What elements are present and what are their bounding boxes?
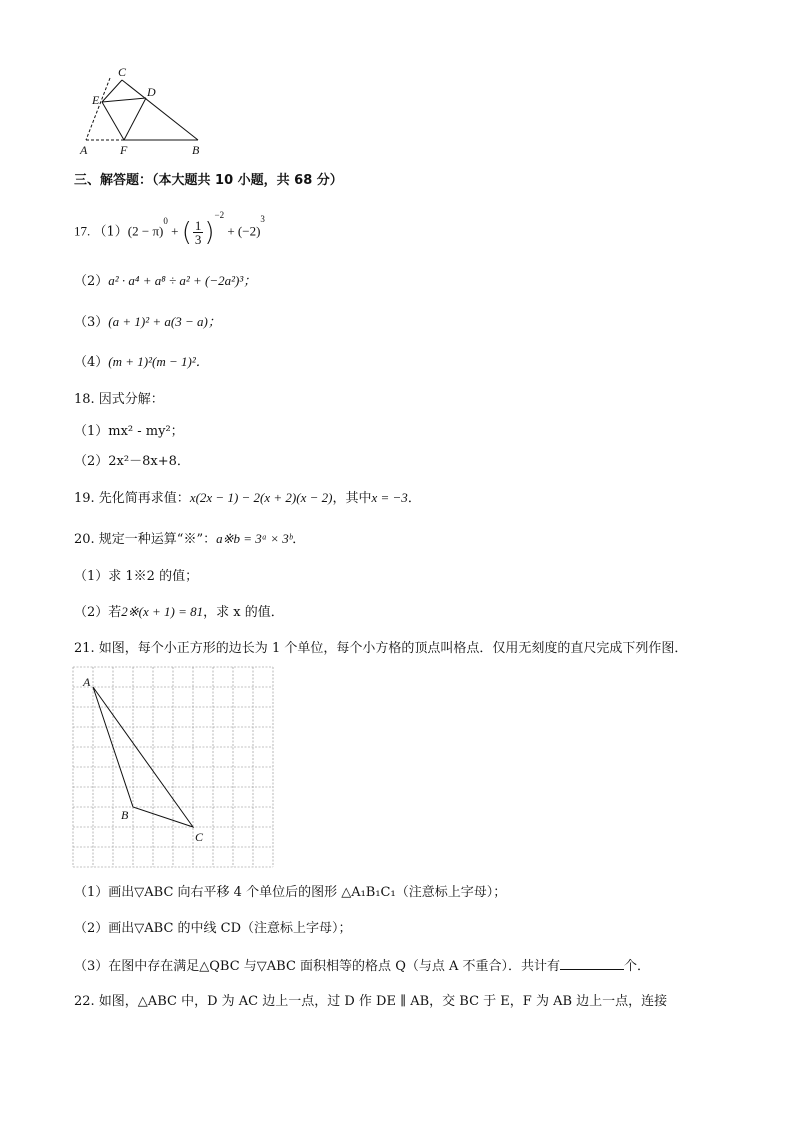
q19-condition: x = −3 [371, 490, 408, 505]
q20-part2 [74, 603, 284, 622]
q19 [74, 489, 421, 508]
q21-p3-text: （3）在图中存在满足△QBC 与▽ABC 面积相等的格点 Q（与点 A 不重合）．共计有 [74, 959, 561, 974]
segment-ed [102, 98, 146, 102]
segment-cb [122, 80, 198, 140]
q20-p2-expr: 2※(x + 1) = 81 [121, 604, 204, 619]
q17-p1-term-c: (−2) [237, 223, 261, 239]
q17-part3 [74, 313, 221, 332]
q18-part1: （1）mx² - my²； [74, 424, 184, 439]
q20-p2-end: ，求 x 的值． [203, 605, 284, 620]
q19-where: ，其中 [332, 491, 372, 506]
label-d: D [147, 85, 156, 99]
grid-label-b: B [121, 808, 129, 822]
q17-part2 [74, 272, 256, 291]
q20-definition: a※b = 3ᵃ × 3ᵇ [216, 531, 293, 546]
q20-title [74, 530, 305, 549]
q21-title: 21. 如图，每个小正方形的边长为 1 个单位，每个小方格的顶点叫格点．仅用无刻度的直尺完成下列作图． [74, 641, 688, 656]
q19-intro: 19. 先化简再求值： [74, 491, 190, 506]
q17-p1-plus2: + [224, 223, 238, 239]
q21-p3-end: 个． [624, 959, 651, 974]
q17-p3-expr: (a + 1)² + a(3 − a)； [108, 314, 221, 329]
q17-p4-label: （4） [74, 355, 109, 370]
section-heading: 三、解答题：（本大题共 10 小题，共 68 分） [74, 173, 343, 188]
q20-title-end: ． [292, 532, 306, 547]
label-a: A [80, 143, 88, 157]
q22-text: 22. 如图，△ABC 中，D 为 AC 边上一点，过 D 作 DE ∥ AB，交 BC 于 E，F 为 AB 边上一点，连接 [74, 994, 668, 1009]
q21-part1: （1）画出▽ABC 向右平移 4 个单位后的图形 △A₁B₁C₁（注意标上字母）； [74, 885, 507, 900]
q17-number: 17. [74, 223, 91, 239]
grid-label-c: C [195, 830, 204, 844]
q17-p1-frac-den: 3 [194, 231, 202, 247]
q17-p2-expr: a² · a⁴ + a⁸ ÷ a² + (−2a²)³； [108, 273, 257, 288]
grid-label-a: A [83, 675, 91, 689]
q20-p2-label: （2）若 [74, 605, 122, 620]
label-e: E [92, 93, 100, 107]
label-f: F [120, 143, 128, 157]
triangle-figure [74, 62, 214, 158]
q17-p3-label: （3） [74, 315, 109, 330]
q17-p1-label: （1） [93, 224, 128, 240]
q17-p4-expr: (m + 1)²(m − 1)²． [108, 354, 209, 369]
q17-p1-term-a: (2 − π) [127, 223, 164, 239]
q21-part3 [74, 957, 650, 976]
segment-df [124, 98, 146, 140]
q17-part4 [74, 353, 209, 372]
q17-p1-term-a-exp: 0 [163, 216, 168, 226]
q18-part2: （2）2x²－8x+8． [74, 454, 190, 469]
segment-ef [102, 102, 124, 140]
label-c: C [118, 65, 127, 79]
grid-figure [70, 664, 276, 870]
q17-p1-term-c-exp: 3 [260, 214, 265, 224]
triangle-abc [93, 687, 193, 827]
label-b: B [192, 143, 200, 157]
q20-intro: 20. 规定一种运算“※”： [74, 532, 217, 547]
q19-expression: x(2x − 1) − 2(x + 2)(x − 2) [189, 490, 333, 505]
q21-part2: （2）画出▽ABC 的中线 CD（注意标上字母）； [74, 921, 352, 936]
q20-part1: （1）求 1※2 的值； [74, 569, 199, 584]
q17-p1-frac-exp: −2 [214, 210, 225, 220]
q17-part1: 17. $(1)(2 - \pi)^0$ + ( $\frac{1}{3}$ )$^{-2} + (-2)^3$ [74, 210, 265, 248]
q19-end: ． [407, 491, 421, 506]
q17-p1-plus1: + [167, 223, 182, 239]
segment-ce [102, 80, 122, 102]
q17-p1-fraction [193, 219, 204, 246]
q18-title: 18. 因式分解： [74, 392, 164, 407]
q21-answer-blank[interactable] [560, 957, 624, 970]
q17-p2-label: （2） [74, 274, 109, 289]
q17-p1-frac-num: 1 [194, 217, 202, 233]
